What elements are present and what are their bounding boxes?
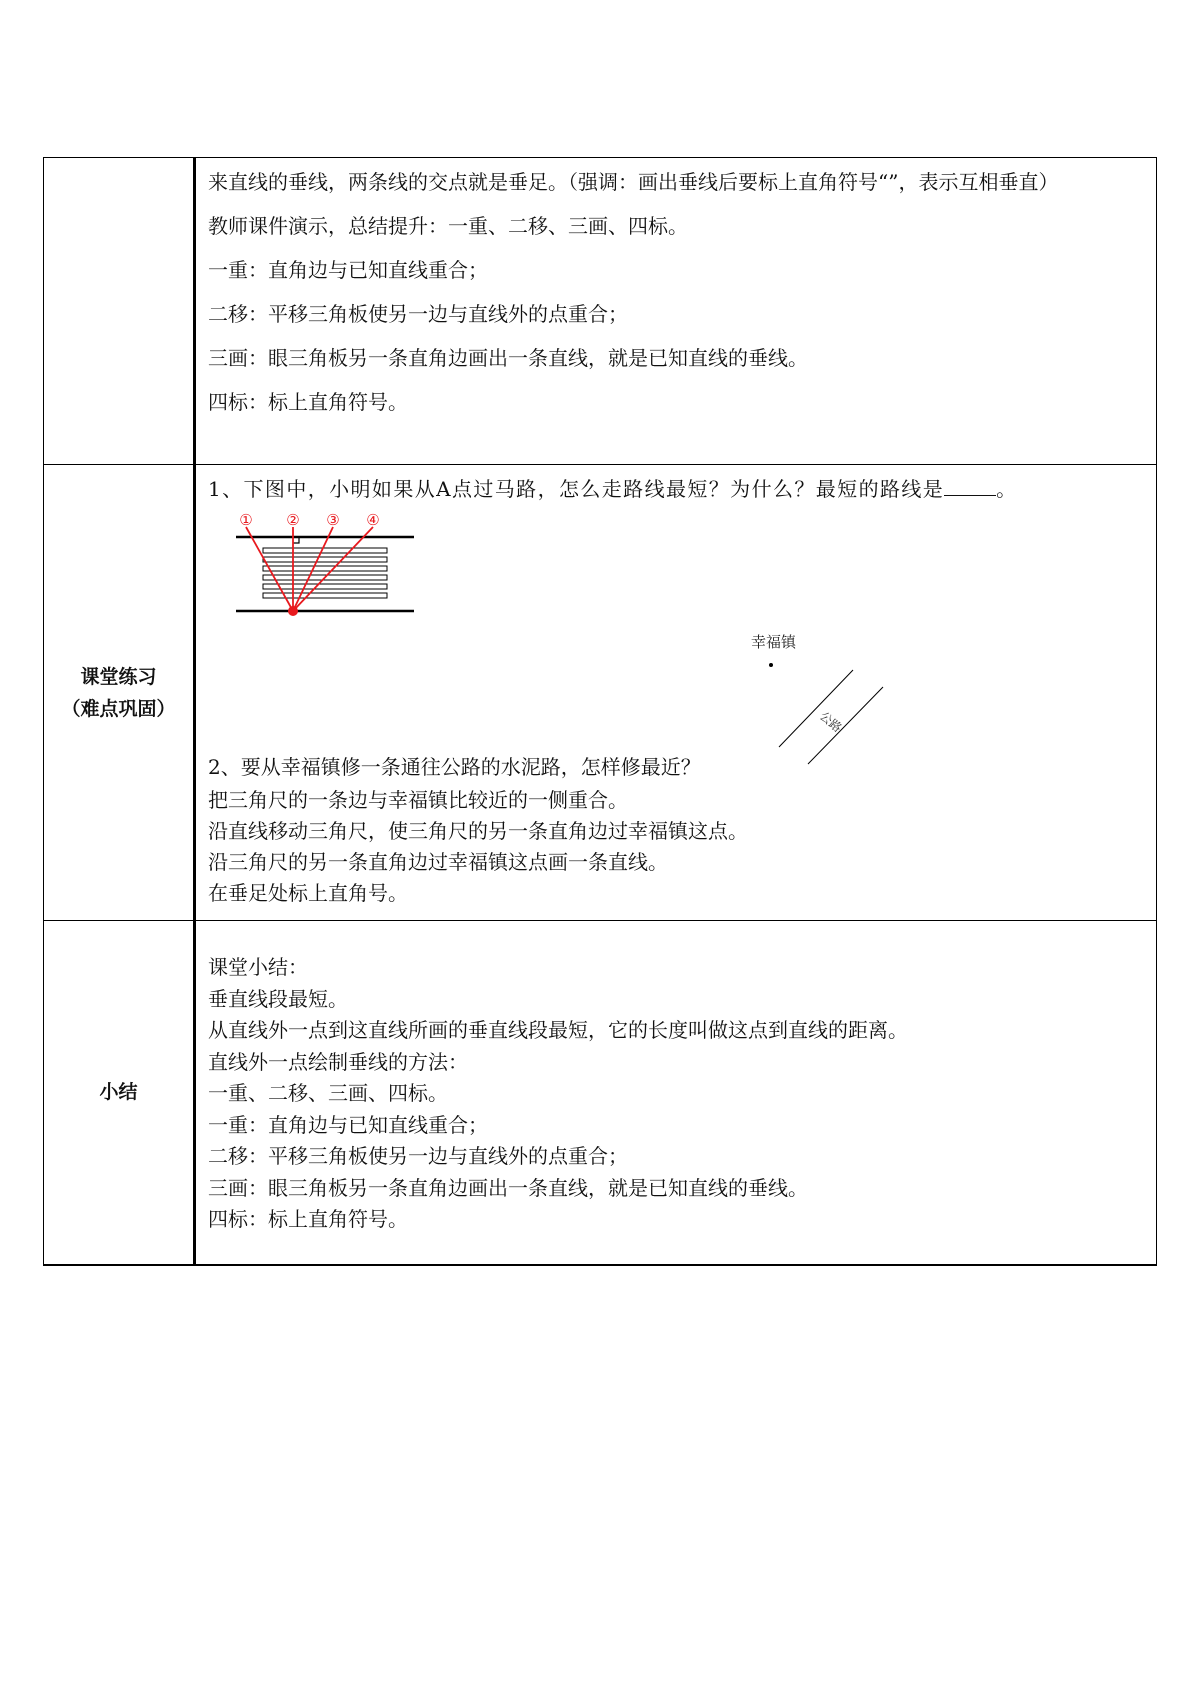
answer-step: 把三角尺的一条边与幸福镇比较近的一侧重合。	[208, 788, 628, 812]
method-line: 教师课件演示，总结提升：一重、二移、三画、四标。	[208, 214, 688, 238]
summary-line: 一重：直角边与已知直线重合；	[208, 1112, 488, 1137]
road-edge	[779, 670, 853, 747]
method-content-cell	[195, 158, 1157, 465]
answer-step: 在垂足处标上直角号。	[208, 881, 408, 905]
question-1	[208, 473, 1018, 502]
question-1-text: 1、下图中，小明如果从A点过马路，怎么走路线最短？为什么？最短的路线是	[208, 477, 945, 501]
route-marker: ②	[286, 511, 300, 529]
table-row-method	[44, 158, 1157, 465]
answer-step: 沿三角尺的另一条直角边过幸福镇这点画一条直线。	[208, 850, 668, 874]
method-line: 四标：标上直角符号。	[208, 390, 408, 414]
summary-line: 二移：平移三角板使另一边与直线外的点重合；	[208, 1144, 628, 1168]
summary-label: 小结	[44, 921, 195, 1265]
town-point	[769, 663, 773, 667]
answer-blank[interactable]	[944, 477, 996, 496]
practice-content-cell	[195, 465, 1157, 921]
street-crossing-diagram	[236, 511, 436, 626]
town-road-diagram	[751, 625, 896, 765]
method-line: 三画：眼三角板另一条直角边画出一条直线，就是已知直线的垂线。	[208, 346, 808, 370]
question-1-end: 。	[996, 477, 1018, 501]
practice-label	[44, 465, 195, 921]
route-marker: ①	[239, 511, 253, 529]
summary-line: 课堂小结：	[208, 955, 308, 979]
practice-label-line: 课堂练习	[80, 665, 157, 688]
question-2-block	[208, 749, 748, 909]
town-label: 幸福镇	[751, 633, 797, 651]
summary-line: 四标：标上直角符号。	[208, 1207, 408, 1231]
summary-line: 从直线外一点到这直线所画的垂直线段最短，它的长度叫做这点到直线的距离。	[208, 1018, 908, 1042]
method-line: 来直线的垂线，两条线的交点就是垂足。（强调：画出垂线后要标上直角符号“”，表示互相垂直）	[208, 170, 1059, 194]
road-edge	[808, 687, 883, 764]
table-row-practice	[44, 465, 1157, 921]
point-a	[288, 606, 298, 616]
summary-line: 垂直线段最短。	[208, 986, 348, 1011]
method-line: 二移：平移三角板使另一边与直线外的点重合；	[208, 302, 628, 326]
row-label-empty	[44, 158, 195, 465]
method-line: 一重：直角边与已知直线重合；	[208, 258, 488, 282]
practice-label-subline: （难点巩固）	[61, 697, 176, 720]
route-marker: ③	[326, 511, 340, 529]
summary-line: 三画：眼三角板另一条直角边画出一条直线，就是已知直线的垂线。	[208, 1175, 808, 1200]
summary-content-cell	[195, 921, 1157, 1265]
summary-line: 直线外一点绘制垂线的方法：	[208, 1049, 468, 1074]
summary-line: 一重、二移、三画、四标。	[208, 1081, 448, 1105]
table-row-summary	[44, 921, 1157, 1265]
answer-step: 沿直线移动三角尺，使三角尺的另一条直角边过幸福镇这点。	[208, 819, 748, 843]
question-2: 2、要从幸福镇修一条通往公路的水泥路，怎样修最近？	[208, 755, 701, 779]
road-label: 公路	[817, 708, 845, 736]
lesson-plan-table	[43, 157, 1157, 1266]
route-marker: ④	[366, 511, 380, 529]
